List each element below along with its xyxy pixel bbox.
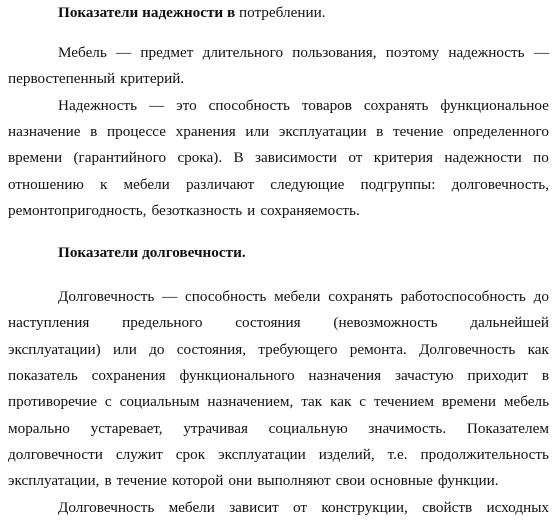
word: по <box>533 149 549 166</box>
word: — <box>149 97 165 114</box>
word: показатель <box>8 367 78 384</box>
word: сохранения <box>91 367 166 384</box>
word: предельного <box>122 314 203 331</box>
word: социальным <box>119 393 200 410</box>
word: Мебель <box>58 44 107 61</box>
word: длительного <box>202 44 284 61</box>
word: мебели <box>274 288 321 305</box>
word: безотказность <box>151 202 243 219</box>
word: долговечности <box>8 446 103 463</box>
word: функциональное <box>440 97 549 114</box>
word: как <box>330 393 352 410</box>
word: с <box>359 393 367 410</box>
word: сохранять <box>363 97 429 114</box>
word: до <box>533 288 549 305</box>
word: — <box>533 44 549 61</box>
paragraph-line <box>58 94 549 118</box>
paragraph-line <box>58 285 549 309</box>
word: эксплуатации <box>218 446 306 463</box>
word: долговечность, <box>451 176 549 193</box>
word: товаров <box>301 97 352 114</box>
word: или <box>245 123 270 140</box>
word: от <box>293 499 308 516</box>
word: хранения <box>175 123 236 140</box>
paragraph-line <box>8 173 549 197</box>
word: которой <box>172 472 224 489</box>
word: как <box>527 341 549 358</box>
word: т.е. <box>387 446 408 463</box>
word: зачастую <box>395 367 454 384</box>
word: требующего <box>258 341 338 358</box>
word: устаревает, <box>90 420 163 437</box>
paragraph-line <box>58 41 549 65</box>
word: Надежность <box>58 97 138 114</box>
word: в <box>104 472 112 489</box>
word: В <box>233 149 244 166</box>
word: это <box>176 97 197 114</box>
word: зависит <box>229 499 279 516</box>
paragraph-line <box>8 67 549 91</box>
word: течение <box>116 472 168 489</box>
word: и <box>247 202 256 219</box>
word: предмет <box>140 44 194 61</box>
word: конструкции, <box>321 499 408 516</box>
word: значимость. <box>368 420 447 437</box>
word: — <box>116 44 132 61</box>
paragraph-line <box>8 146 549 170</box>
word: — <box>162 288 178 305</box>
word: Показателем <box>466 420 549 437</box>
word: свойств <box>422 499 473 516</box>
word: приходит <box>467 367 528 384</box>
word: срок <box>175 446 206 463</box>
paragraph-line <box>58 496 549 520</box>
word: состояния, <box>176 341 246 358</box>
word: пользования, <box>292 44 377 61</box>
word: социальную <box>268 420 348 437</box>
word: надежность <box>448 44 525 61</box>
word: так <box>301 393 323 410</box>
word: следующие <box>270 176 345 193</box>
word: времени <box>441 393 496 410</box>
word: состояния <box>235 314 301 331</box>
word: способность <box>208 97 290 114</box>
word: в <box>376 123 384 140</box>
heading-reliability <box>58 1 549 25</box>
word: эксплуатации, <box>8 472 100 489</box>
word: надежности <box>444 149 522 166</box>
word: различают <box>185 176 255 193</box>
word: свои <box>335 472 366 489</box>
word: (невозможность <box>333 314 438 331</box>
heading-reliability-bold: Показатели надежности в <box>58 4 236 21</box>
word: изделий, <box>318 446 375 463</box>
word: критерия <box>373 149 433 166</box>
word: назначение <box>8 123 81 140</box>
paragraph-line <box>8 364 549 388</box>
word: мебели <box>123 176 170 193</box>
word: мебель <box>503 393 549 410</box>
word: поэтому <box>385 44 440 61</box>
word: в <box>541 367 549 384</box>
word: служит <box>115 446 163 463</box>
word: мебели <box>168 499 215 516</box>
word: подгруппы: <box>360 176 436 193</box>
word: эксплуатации <box>278 123 367 140</box>
word: они <box>228 472 253 489</box>
word: Долговечность <box>58 288 155 305</box>
word: Долговечность <box>58 499 155 516</box>
word: работоспособность <box>400 288 526 305</box>
word: выполняют <box>257 472 331 489</box>
word: функционального <box>179 367 295 384</box>
word: течение <box>392 123 444 140</box>
paragraph-line <box>8 390 549 414</box>
word: исходных <box>486 499 549 516</box>
paragraph-line <box>8 417 549 441</box>
paragraph-line <box>8 311 549 335</box>
paragraph-line <box>8 120 549 144</box>
word: с <box>104 393 112 410</box>
word: противоречие <box>8 393 98 410</box>
word: сохранять <box>328 288 393 305</box>
word: наступления <box>8 314 90 331</box>
word: утрачивая <box>183 420 248 437</box>
word: сохраняемость. <box>260 202 360 219</box>
word: морально <box>8 420 70 437</box>
heading-durability-text: Показатели долговечности. <box>58 244 246 261</box>
word: до <box>149 341 165 358</box>
word: первостепенный <box>8 70 116 87</box>
word: критерий. <box>120 70 185 87</box>
paragraph-line <box>8 199 549 223</box>
word: эксплуатации) <box>8 341 101 358</box>
word: срока). <box>177 149 223 166</box>
word: отношению <box>8 176 84 193</box>
word: зависимости <box>255 149 338 166</box>
paragraph-line <box>8 338 549 362</box>
word: назначения <box>308 367 382 384</box>
word: назначением, <box>207 393 294 410</box>
word: ремонтопригодность, <box>8 202 147 219</box>
word: основные <box>370 472 433 489</box>
paragraph-line <box>8 469 549 493</box>
word: к <box>99 176 108 193</box>
word: функции. <box>437 472 499 489</box>
word: дальнейшей <box>470 314 549 331</box>
paragraph-line <box>8 443 549 467</box>
word: способность <box>185 288 267 305</box>
word: течением <box>373 393 434 410</box>
word: определенного <box>453 123 549 140</box>
word: Долговечность <box>419 341 516 358</box>
word: времени <box>8 149 63 166</box>
word: или <box>113 341 137 358</box>
word: (гарантийного <box>73 149 167 166</box>
word: в <box>90 123 98 140</box>
heading-reliability-rest: потреблении. <box>235 4 326 21</box>
word: процессе <box>107 123 166 140</box>
word: ремонта. <box>349 341 407 358</box>
word: от <box>348 149 363 166</box>
word: продолжительность <box>420 446 549 463</box>
heading-durability <box>58 241 549 265</box>
